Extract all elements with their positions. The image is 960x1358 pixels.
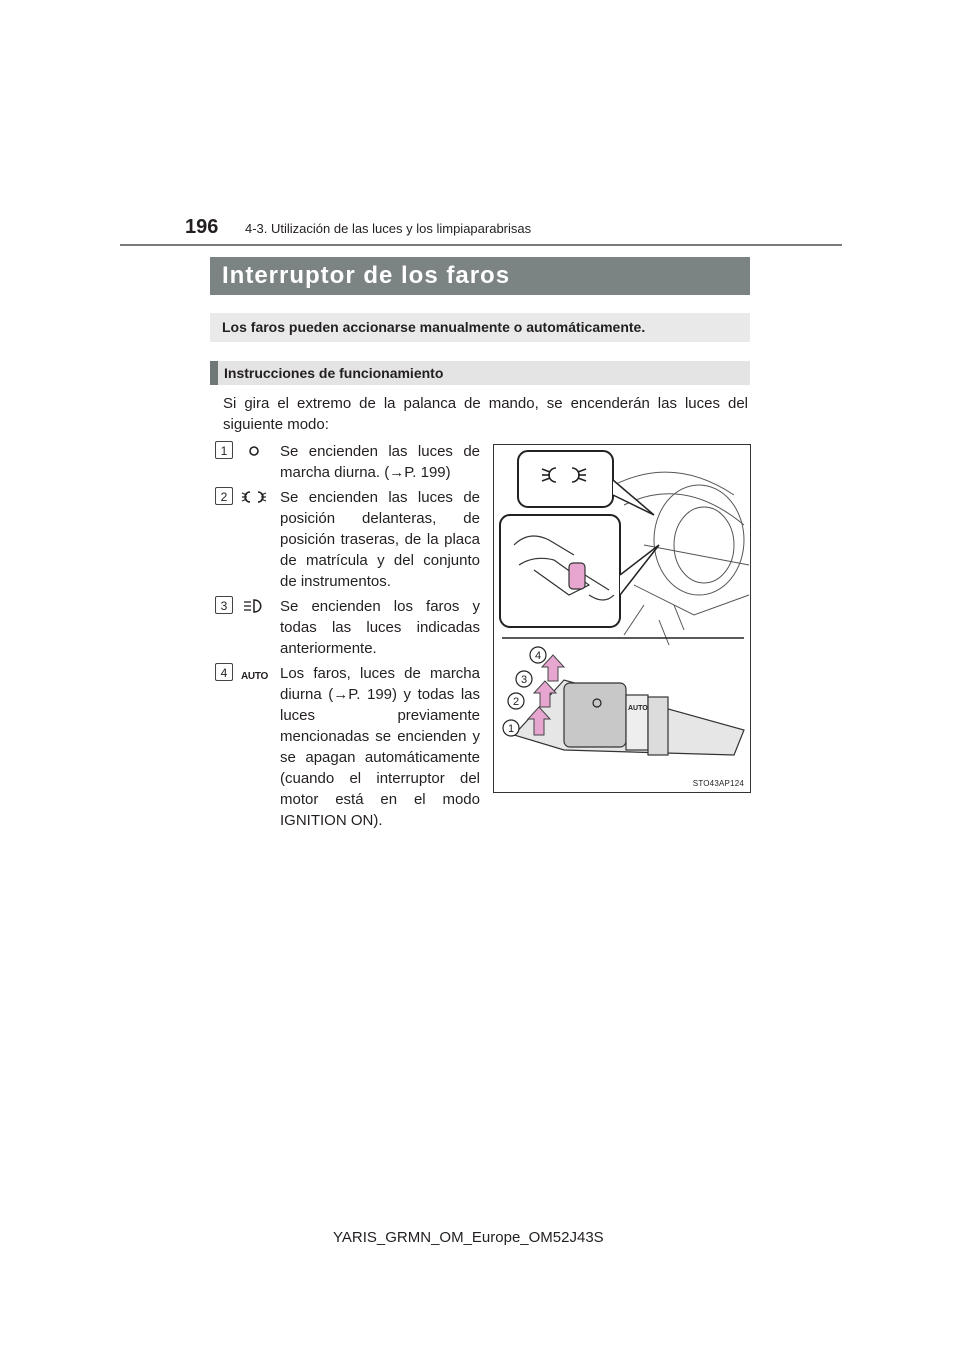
callout-2: 2 [512,696,520,708]
item-text: Se encienden las luces de marcha diurna. (→P. 199) [280,443,480,481]
lever-auto-label: AUTO [628,705,648,712]
item-number: 2 [215,487,233,505]
page-title: Interruptor de los faros [210,257,750,295]
callout-1: 1 [507,723,515,735]
footer-code: YARIS_GRMN_OM_Europe_OM52J43S [333,1229,604,1246]
position-lights-icon [241,489,267,505]
headlight-switch-figure [493,444,751,793]
item-number: 4 [215,663,233,681]
subheading: Instrucciones de funcionamiento [210,361,750,385]
item-text: Se encienden los faros y todas las luces indicadas anteriormente. [280,598,480,657]
callout-4: 4 [534,650,542,662]
section-title: 4-3. Utilización de las luces y los limpiaparabrisas [245,221,532,236]
auto-label: AUTO [241,671,268,682]
item-number: 3 [215,596,233,614]
figure-code: STO43AP124 [692,779,744,788]
callout-3: 3 [520,674,528,686]
paragraph: Si gira el extremo de la palanca de mando, se encenderán las luces del siguiente modo: [223,395,748,433]
item-text: Se encienden las luces de posición delanteras, de posición traseras, de la placa de matrícula y del conjunto de instrumentos. [280,489,480,590]
item-number: 1 [215,441,233,459]
daytime-running-light-icon [241,443,267,459]
page-number: 196 [185,216,219,238]
illustration [494,445,750,792]
item-text: Los faros, luces de marcha diurna (→P. 199) y todas las luces previamente mencionadas se encienden y se apagan automáticamente (cuando el interruptor del motor está en el modo IGNITION ON). [280,665,480,829]
header-rule [120,244,842,246]
intro-text: Los faros pueden accionarse manualmente o automáticamente. [210,313,750,342]
headlight-icon [241,598,267,614]
